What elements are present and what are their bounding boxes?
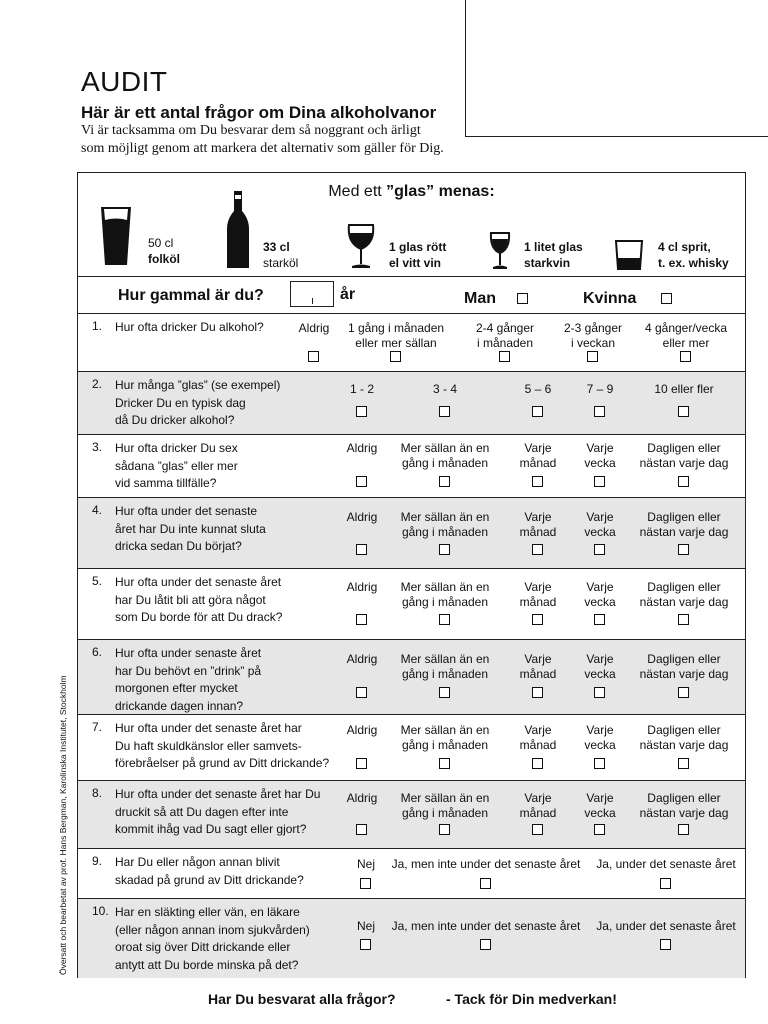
questionnaire-form: [77, 172, 746, 978]
glass-heading-prefix: Med ett: [328, 183, 382, 200]
bottle-icon: [225, 189, 251, 271]
answer-option-label: Varje vecka: [584, 791, 616, 820]
answer-option-label: Dagligen eller nästan varje dag: [639, 791, 729, 820]
question-number: 6.: [92, 645, 103, 659]
answer-checkbox[interactable]: [356, 544, 367, 555]
male-checkbox[interactable]: [517, 293, 528, 304]
answer-checkbox[interactable]: [678, 687, 689, 698]
answer-checkbox[interactable]: [678, 406, 689, 417]
small-glass-icon: [489, 231, 511, 271]
beer-glass-icon: [99, 203, 133, 269]
footer-thanks: - Tack för Din medverkan!: [446, 991, 617, 1007]
glass-label-small-amount: 1 litet glas: [524, 240, 583, 254]
answer-checkbox[interactable]: [532, 687, 543, 698]
glass-heading-quoted: ”glas” menas:: [386, 183, 495, 200]
age-input-box[interactable]: [290, 281, 334, 307]
answer-option-label: Nej: [356, 857, 376, 871]
answer-checkbox[interactable]: [660, 939, 671, 950]
answer-checkbox[interactable]: [532, 476, 543, 487]
answer-option-label: Aldrig: [346, 723, 378, 737]
answer-checkbox[interactable]: [439, 758, 450, 769]
question-number: 4.: [92, 503, 103, 517]
answer-checkbox[interactable]: [678, 824, 689, 835]
answer-option-label: Varje vecka: [584, 580, 616, 609]
side-credit: Översatt och bearbetat av prof. Hans Bergman, Karolinska Institutet, Stockholm: [58, 675, 68, 975]
answer-option-label: Varje månad: [519, 510, 557, 539]
answer-checkbox[interactable]: [439, 614, 450, 625]
question-number: 8.: [92, 786, 103, 800]
answer-option-label: Dagligen eller nästan varje dag: [639, 441, 729, 470]
question-number: 1.: [92, 319, 103, 333]
answer-option-label: Ja, under det senaste året: [596, 919, 736, 933]
question-row: [78, 314, 745, 371]
question-row: [78, 497, 745, 568]
female-checkbox[interactable]: [661, 293, 672, 304]
answer-option-label: Dagligen eller nästan varje dag: [639, 723, 729, 752]
answer-checkbox[interactable]: [439, 476, 450, 487]
answer-option-label: Dagligen eller nästan varje dag: [639, 652, 729, 681]
answer-checkbox[interactable]: [308, 351, 319, 362]
glass-label-whisky-name: t. ex. whisky: [658, 256, 729, 270]
answer-checkbox[interactable]: [439, 406, 450, 417]
answer-option-label: Mer sällan än en gång i månaden: [400, 441, 490, 470]
glass-label-beer-amount: 50 cl: [148, 236, 174, 250]
answer-checkbox[interactable]: [532, 824, 543, 835]
answer-option-label: 4 gånger/vecka eller mer: [644, 321, 728, 350]
answer-checkbox[interactable]: [356, 824, 367, 835]
question-text: Hur ofta under det senaste året har Du inte kunnat sluta dricka sedan Du börjat?: [115, 504, 266, 553]
answer-option-label: Mer sällan än en gång i månaden: [400, 510, 490, 539]
answer-checkbox[interactable]: [678, 614, 689, 625]
age-question: Hur gammal är du?: [118, 287, 264, 304]
glass-label-beer-name: folköl: [148, 252, 180, 266]
whisky-glass-icon: [614, 239, 644, 271]
question-row: [78, 434, 745, 497]
answer-option-label: Varje vecka: [584, 510, 616, 539]
answer-checkbox[interactable]: [532, 406, 543, 417]
answer-option-label: Aldrig: [346, 510, 378, 524]
answer-checkbox[interactable]: [356, 687, 367, 698]
glass-label-bottle-amount: 33 cl: [263, 240, 290, 254]
answer-option-label: Varje månad: [519, 441, 557, 470]
answer-checkbox[interactable]: [532, 758, 543, 769]
answer-checkbox[interactable]: [360, 878, 371, 889]
intro-text: [81, 122, 501, 158]
answer-option-label: Mer sällan än en gång i månaden: [400, 723, 490, 752]
question-text: Hur ofta under det senaste året har Du haft skuldkänslor eller samvets- förebråelser på grund av Ditt drickande?: [115, 721, 330, 770]
answer-option-label: Aldrig: [346, 580, 378, 594]
answer-checkbox[interactable]: [360, 939, 371, 950]
answer-option-label: Dagligen eller nästan varje dag: [639, 510, 729, 539]
answer-checkbox[interactable]: [680, 351, 691, 362]
glass-label-wine-amount: 1 glas rött: [389, 240, 447, 254]
answer-option-label: Aldrig: [346, 441, 378, 455]
answer-option-label: Aldrig: [346, 791, 378, 805]
question-number: 3.: [92, 440, 103, 454]
question-row: [78, 714, 745, 780]
answer-option-label: 5 – 6: [524, 382, 552, 396]
answer-option-label: Ja, under det senaste året: [596, 857, 736, 871]
question-number: 10.: [92, 904, 109, 918]
intro-line-1: Vi är tacksamma om Du besvarar dem så noggrant och ärligt: [81, 123, 421, 138]
question-row: [78, 639, 745, 714]
answer-option-label: Varje vecka: [584, 723, 616, 752]
question-number: 9.: [92, 854, 103, 868]
answer-checkbox[interactable]: [594, 544, 605, 555]
answer-option-label: Ja, men inte under det senaste året: [391, 857, 581, 871]
answer-option-label: Mer sällan än en gång i månaden: [400, 652, 490, 681]
question-text: Har en släkting eller vän, en läkare (eller någon annan inom sjukvården) oroat sig över Ditt drickande eller antytt att Du borde minska på det?: [115, 905, 310, 972]
answer-checkbox[interactable]: [439, 544, 450, 555]
question-row: [78, 780, 745, 848]
question-number: 7.: [92, 720, 103, 734]
answer-option-label: Varje månad: [519, 580, 557, 609]
question-text: Hur många ”glas” (se exempel) Dricker Du en typisk dag då Du dricker alkohol?: [115, 378, 281, 427]
glass-label-bottle: [263, 239, 298, 271]
answer-option-label: 1 - 2: [349, 382, 375, 396]
question-text: Hur ofta under det senaste året har Du låtit bli att göra något som Du borde för att Du drack?: [115, 575, 283, 624]
question-row: [78, 371, 745, 434]
page-title: AUDIT: [81, 66, 168, 97]
glass-label-small: [524, 239, 583, 271]
answer-checkbox[interactable]: [480, 939, 491, 950]
answer-checkbox[interactable]: [678, 544, 689, 555]
answer-checkbox[interactable]: [532, 544, 543, 555]
answer-checkbox[interactable]: [390, 351, 401, 362]
wine-glass-icon: [346, 223, 376, 271]
glass-label-whisky-amount: 4 cl sprit,: [658, 240, 711, 254]
answer-checkbox[interactable]: [356, 614, 367, 625]
answer-option-label: 2-4 gånger i månaden: [475, 321, 535, 350]
answer-checkbox[interactable]: [356, 476, 367, 487]
answer-checkbox[interactable]: [594, 614, 605, 625]
answer-option-label: 1 gång i månaden eller mer sällan: [347, 321, 445, 350]
answer-checkbox[interactable]: [356, 406, 367, 417]
question-text: Har Du eller någon annan blivit skadad på grund av Ditt drickande?: [115, 855, 304, 887]
age-sex-row: [78, 276, 745, 314]
question-number: 2.: [92, 377, 103, 391]
answer-option-label: 10 eller fler: [654, 382, 714, 396]
answer-checkbox[interactable]: [594, 476, 605, 487]
question-number: 5.: [92, 574, 103, 588]
answer-option-label: Varje månad: [519, 791, 557, 820]
answer-option-label: Varje vecka: [584, 441, 616, 470]
answer-option-label: 2-3 gånger i veckan: [563, 321, 623, 350]
answer-checkbox[interactable]: [480, 878, 491, 889]
answer-checkbox[interactable]: [532, 614, 543, 625]
answer-option-label: Dagligen eller nästan varje dag: [639, 580, 729, 609]
answer-option-label: Mer sällan än en gång i månaden: [400, 580, 490, 609]
glass-label-beer: [148, 235, 180, 267]
answer-option-label: Aldrig: [346, 652, 378, 666]
footer-question: Har Du besvarat alla frågor?: [208, 991, 396, 1007]
question-row: [78, 568, 745, 639]
answer-option-label: Mer sällan än en gång i månaden: [400, 791, 490, 820]
answer-option-label: 7 – 9: [586, 382, 614, 396]
question-row: [78, 848, 745, 898]
page-subtitle: Här är ett antal frågor om Dina alkoholvanor: [81, 103, 437, 122]
question-text: Hur ofta under senaste året har Du behövt en ”drink” på morgonen efter mycket drickande dagen innan?: [115, 646, 262, 713]
glass-heading: [78, 183, 745, 201]
glass-label-whisky: [658, 239, 729, 271]
answer-checkbox[interactable]: [678, 476, 689, 487]
answer-checkbox[interactable]: [356, 758, 367, 769]
answer-option-label: Varje vecka: [584, 652, 616, 681]
answer-checkbox[interactable]: [499, 351, 510, 362]
question-text: Hur ofta dricker Du sex sådana ”glas” eller mer vid samma tillfälle?: [115, 441, 238, 490]
glass-examples-panel: [78, 173, 745, 276]
answer-checkbox[interactable]: [594, 406, 605, 417]
corner-box: [465, 0, 768, 137]
age-unit: år: [340, 286, 356, 303]
glass-label-bottle-name: starköl: [263, 256, 299, 270]
glass-label-wine: [389, 239, 446, 271]
answer-option-label: Nej: [356, 919, 376, 933]
question-text: Hur ofta dricker Du alkohol?: [115, 320, 264, 334]
female-label: Kvinna: [583, 290, 637, 307]
answer-checkbox[interactable]: [660, 878, 671, 889]
answer-option-label: Varje månad: [519, 652, 557, 681]
glass-label-wine-name: el vitt vin: [389, 256, 442, 270]
answer-checkbox[interactable]: [587, 351, 598, 362]
glass-label-small-name: starkvin: [524, 256, 571, 270]
answer-checkbox[interactable]: [439, 687, 450, 698]
answer-checkbox[interactable]: [439, 824, 450, 835]
answer-checkbox[interactable]: [678, 758, 689, 769]
answer-checkbox[interactable]: [594, 758, 605, 769]
answer-option-label: 3 - 4: [432, 382, 458, 396]
question-text: Hur ofta under det senaste året har Du druckit så att Du dagen efter inte kommit ihåg vad Du sagt eller gjort?: [115, 787, 321, 836]
question-row: [78, 898, 745, 978]
answer-option-label: Varje månad: [519, 723, 557, 752]
intro-line-2: som möjligt genom att markera det alternativ som gäller för Dig.: [81, 141, 444, 156]
answer-option-label: Aldrig: [298, 321, 330, 335]
male-label: Man: [464, 290, 496, 307]
answer-checkbox[interactable]: [594, 687, 605, 698]
answer-checkbox[interactable]: [594, 824, 605, 835]
answer-option-label: Ja, men inte under det senaste året: [391, 919, 581, 933]
